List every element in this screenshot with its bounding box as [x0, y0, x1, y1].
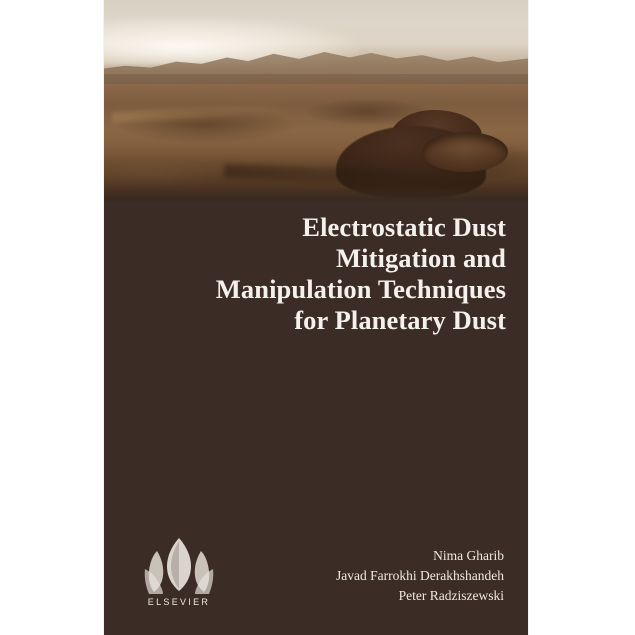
book-title: [104, 212, 528, 336]
page-right-margin: [528, 0, 635, 635]
elsevier-tree-icon: [137, 535, 221, 595]
book-cover: [104, 0, 528, 635]
publisher-logo: [137, 535, 221, 611]
page-left-margin: [0, 0, 104, 635]
title-line-4: for Planetary Dust: [294, 305, 506, 335]
title-line-2: Mitigation and: [336, 243, 506, 273]
author-3: Peter Radziszewski: [398, 588, 504, 603]
cover-image: [104, 0, 528, 202]
image-bottom-fade: [104, 186, 528, 202]
publisher-name: ELSEVIER: [147, 597, 211, 607]
title-line-3: Manipulation Techniques: [215, 274, 506, 304]
author-1: Nima Gharib: [433, 548, 504, 563]
title-line-1: Electrostatic Dust: [302, 212, 506, 242]
author-list: [336, 546, 504, 606]
author-2: Javad Farrokhi Derakhshandeh: [336, 568, 504, 583]
